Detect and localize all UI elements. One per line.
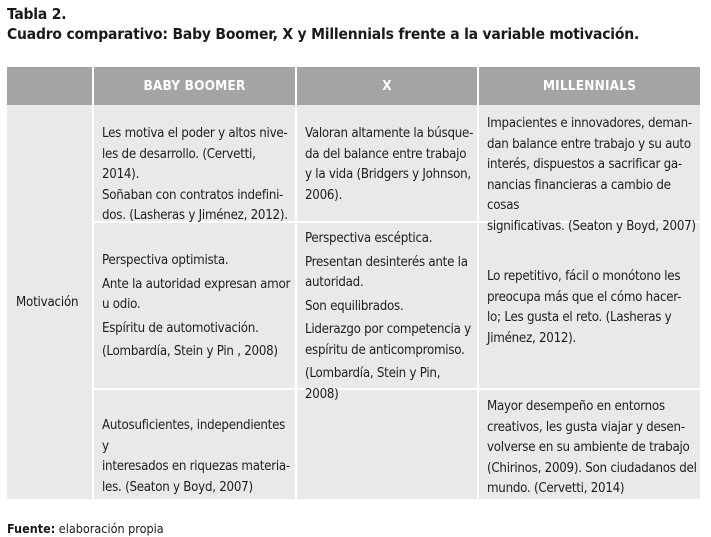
cell-paragraph: (Lombardía, Stein y Pin, 2008) bbox=[305, 366, 441, 402]
column-divider bbox=[92, 67, 94, 499]
column-divider bbox=[477, 67, 479, 499]
cell-paragraph: Ante la autoridad expresan amor u odio. bbox=[102, 276, 291, 312]
source-text: elaboración propia bbox=[55, 521, 164, 536]
cell-row2-millennials bbox=[487, 267, 699, 349]
table-number: Tabla 2. bbox=[7, 5, 67, 23]
cell-paragraph: Impacientes e innovadores, deman- dan balance entre trabajo y su auto interés, dispuestos a sacrificar ga- nancias financieras a cambio de cosas significativas. (Seaton y Boyd, 2007) bbox=[487, 116, 696, 234]
cell-paragraph: Perspectiva optimista. bbox=[102, 253, 229, 268]
cell-paragraph: Lo repetitivo, fácil o monótono les preocupa más que el cómo hacer- lo; Les gusta el reto. (Lasheras y Jiménez, 2012). bbox=[487, 269, 682, 346]
cell-paragraph: Autosuficientes, independientes y interesados en riquezas materia- les. (Seaton y Boyd, 2007) bbox=[102, 418, 290, 495]
cell-row2-x bbox=[305, 229, 475, 405]
row-label-motivacion: Motivación bbox=[16, 295, 79, 310]
cell-paragraph: Valoran altamente la búsque- da del balance entre trabajo y la vida (Bridgers y Johnson, 2006). bbox=[305, 126, 474, 203]
column-divider bbox=[295, 67, 297, 499]
cell-paragraph: Presentan desinterés ante la autoridad. bbox=[305, 254, 468, 290]
header-x: X bbox=[382, 78, 392, 94]
cell-row3-baby-boomer bbox=[102, 416, 292, 498]
comparison-table bbox=[7, 67, 700, 499]
header-baby-boomer: BABY BOOMER bbox=[143, 78, 246, 94]
cell-paragraph: Son equilibrados. bbox=[305, 298, 404, 314]
table-title: Cuadro comparativo: Baby Boomer, X y Millennials frente a la variable motivación. bbox=[7, 25, 640, 43]
header-millennials: MILLENNIALS bbox=[542, 78, 637, 94]
cell-row1-x bbox=[305, 124, 475, 206]
cell-paragraph: Les motiva el poder y altos nive- les de desarrollo. (Cervetti, 2014). Soñaban con contratos indefini- dos. (Lasheras y Jiménez, 2012). bbox=[102, 126, 288, 223]
cell-row2-baby-boomer bbox=[102, 251, 292, 363]
table-caption bbox=[7, 4, 639, 44]
cell-row1-baby-boomer bbox=[102, 124, 292, 227]
cell-paragraph: Espíritu de automotivación. bbox=[102, 320, 259, 336]
cell-paragraph: Mayor desempeño en entornos creativos, les gusta viajar y desen- volverse en su ambiente de trabajo (Chirinos, 2009). Son ciudadanos del mundo. (Cervetti, 2014) bbox=[487, 399, 697, 496]
cell-paragraph: Perspectiva escéptica. bbox=[305, 231, 433, 246]
cell-paragraph: (Lombardía, Stein y Pin , 2008) bbox=[102, 344, 278, 359]
table-header-row bbox=[7, 67, 700, 105]
source-note bbox=[7, 521, 164, 537]
cell-paragraph: Liderazgo por competencia y espíritu de anticompromiso. bbox=[305, 322, 471, 358]
cell-row1-millennials bbox=[487, 114, 699, 237]
source-label: Fuente: bbox=[7, 521, 56, 536]
cell-row3-millennials bbox=[487, 397, 699, 500]
